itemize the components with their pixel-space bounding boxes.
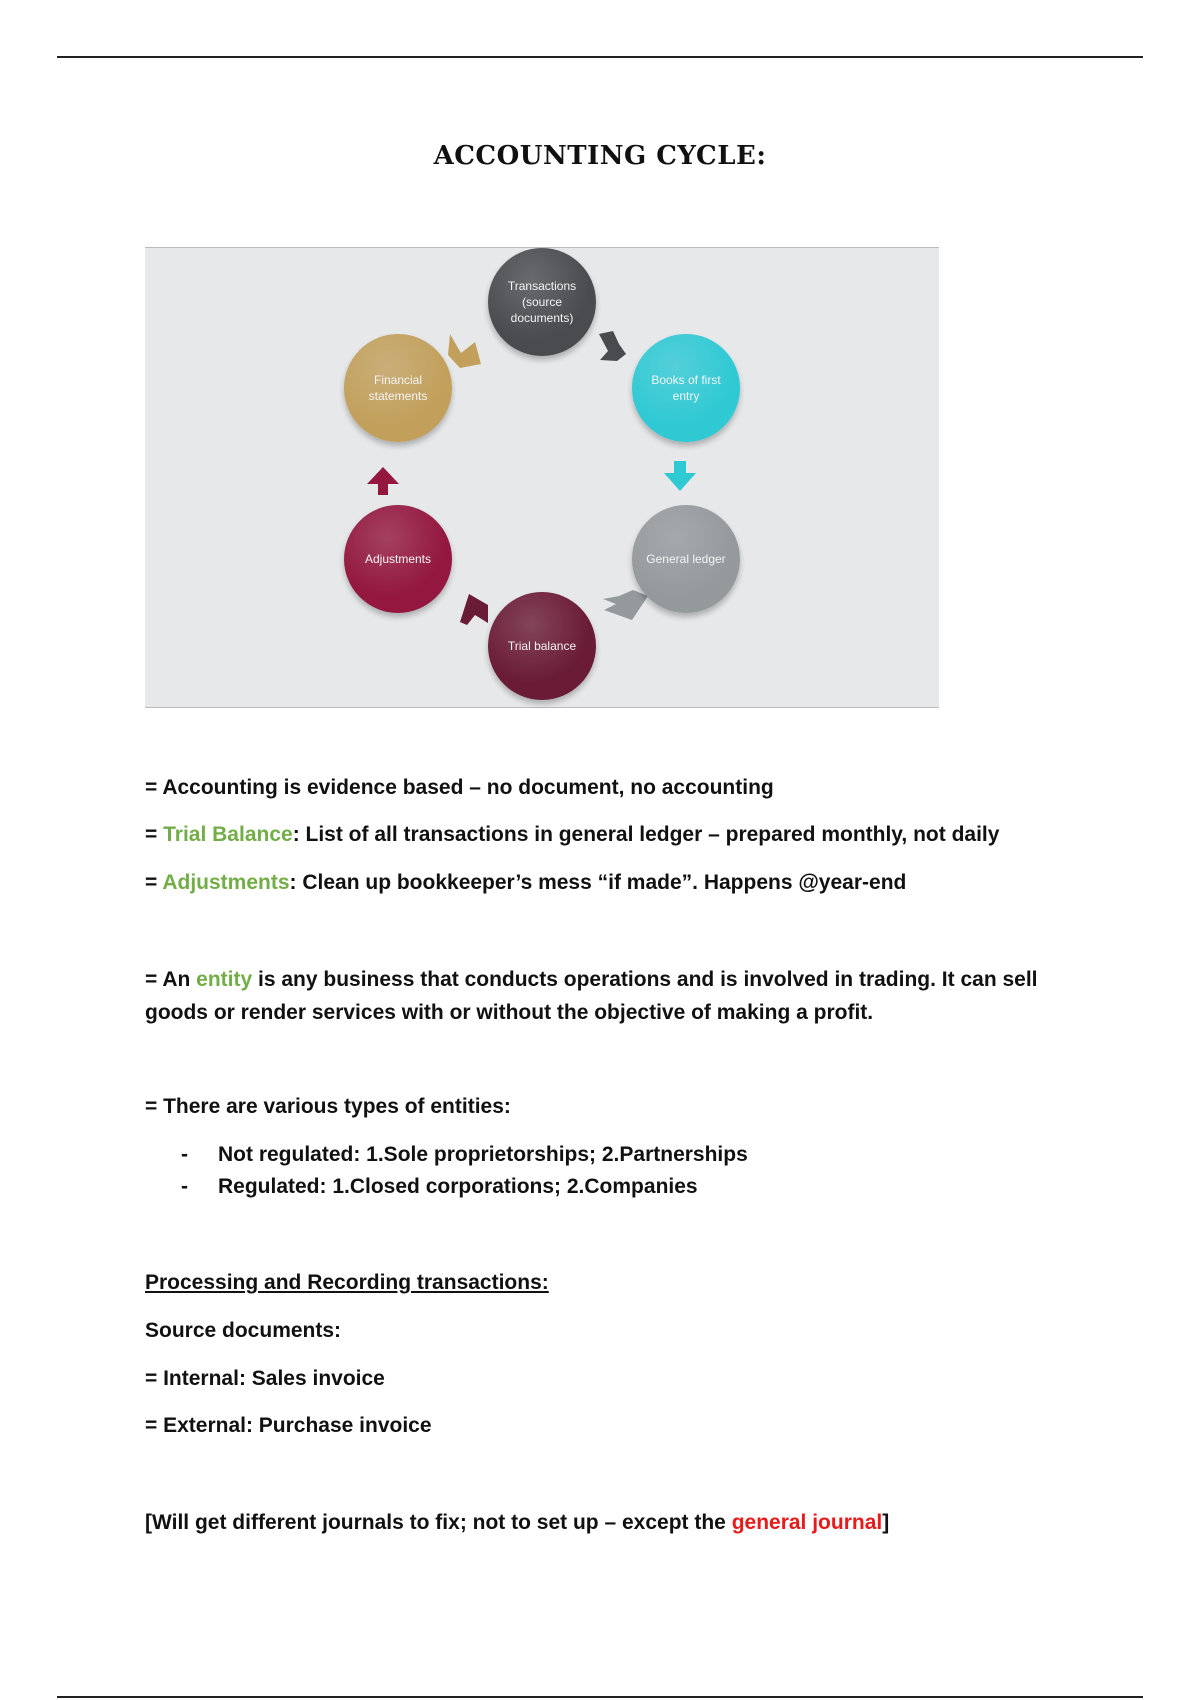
bullet-marker: - (181, 1143, 188, 1166)
note-types-intro: = There are various types of entities: (145, 1095, 511, 1118)
node-trial-balance (488, 592, 596, 700)
top-rule (57, 56, 1143, 58)
note-trial-balance-text: : List of all transactions in general ledger – prepared monthly, not daily (292, 823, 1000, 846)
node-label-trial: Trial balance (507, 639, 577, 653)
node-books-of-first-entry (632, 334, 740, 442)
arrow-transactions-to-books (599, 331, 626, 361)
term-general-journal: general journal (731, 1511, 883, 1534)
term-entity: entity (196, 968, 253, 991)
source-documents-label: Source documents: (145, 1319, 342, 1342)
arrow-adjustments-to-financial (367, 467, 399, 495)
note-prefix: = (145, 871, 163, 894)
term-adjustments: Adjustments (162, 871, 290, 894)
node-label-financial: Financial statements (368, 373, 428, 403)
note-prefix: = An (145, 968, 197, 991)
node-label-transactions: Transactions (source documents) (507, 279, 577, 325)
note-adjustments (145, 867, 906, 899)
page-title: ACCOUNTING CYCLE: (433, 141, 767, 171)
note-journals-text: [Will get different journals to fix; not to set up – except the (145, 1511, 732, 1534)
note-adjustments-text: : Clean up bookkeeper’s mess “if made”. Happens @year-end (289, 871, 907, 894)
accounting-cycle-diagram (145, 247, 939, 708)
note-trial-balance (145, 819, 999, 851)
node-financial-statements (344, 334, 452, 442)
section-heading-processing: Processing and Recording transactions: (145, 1271, 549, 1294)
node-general-ledger (632, 505, 740, 613)
note-evidence: = Accounting is evidence based – no document, no accounting (145, 776, 774, 799)
bottom-rule (57, 1696, 1143, 1698)
note-internal: = Internal: Sales invoice (145, 1367, 385, 1390)
node-adjustments (344, 505, 452, 613)
note-entity (145, 963, 1065, 1029)
list-item-not-regulated: Not regulated: 1.Sole proprietorships; 2.Partnerships (218, 1143, 748, 1166)
note-external: = External: Purchase invoice (145, 1414, 432, 1437)
note-journals (145, 1507, 889, 1539)
term-trial-balance: Trial Balance (163, 823, 293, 846)
note-entity-text: is any business that conducts operations and is involved in trading. It can sell goods or render services with or without the objective of making a profit. (145, 968, 1038, 1024)
node-transactions (488, 248, 596, 356)
list-item-regulated: Regulated: 1.Closed corporations; 2.Companies (218, 1175, 698, 1198)
arrow-books-to-ledger (664, 461, 696, 491)
note-prefix: = (145, 823, 164, 846)
arrow-ledger-to-trial (603, 590, 648, 620)
node-label-adjustments: Adjustments (364, 552, 432, 566)
node-label-ledger: General ledger (646, 552, 726, 566)
note-journals-suffix: ] (882, 1511, 890, 1534)
arrow-trial-to-adjustments (460, 594, 488, 625)
bullet-marker: - (181, 1175, 188, 1198)
arrow-financial-to-transactions (448, 334, 481, 368)
node-label-books: Books of first entry (651, 373, 721, 403)
